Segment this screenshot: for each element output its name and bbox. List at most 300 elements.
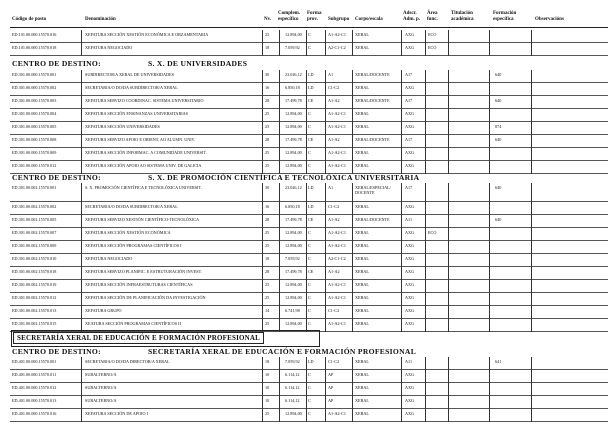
cell-adm: AXG <box>405 282 415 287</box>
cell-form: 640 <box>495 98 502 103</box>
column-divider <box>262 357 263 422</box>
cell-code: ED.301.00.000.15570.004 <box>12 111 57 116</box>
cell-adm: AXG <box>405 269 415 274</box>
cell-forma: C <box>308 45 311 50</box>
column-divider <box>489 30 490 56</box>
cell-forma: C <box>308 124 311 129</box>
cell-sub: A1-A2-C1 <box>328 150 346 155</box>
column-divider <box>489 70 490 174</box>
cell-code: ED.301.00.000.15570.005 <box>12 124 57 129</box>
cell-adm: AXG <box>405 295 415 300</box>
column-divider <box>325 30 326 56</box>
cell-corpo: XERAL <box>355 282 369 287</box>
cell-sub: A1-A2-C1 <box>328 243 346 248</box>
table-row-rule <box>10 201 608 202</box>
cell-code: ED.301.00.002.15570.009 <box>12 243 57 248</box>
cell-nv: 25 <box>265 124 270 129</box>
cell-corpo: XERAL <box>355 398 369 403</box>
cell-name: XEFATURA SECCIÓN XESTIÓN ECONÓMICA E ORZAMENTARIA <box>85 32 209 37</box>
cell-adm: A17 <box>405 72 413 77</box>
cell-comp: 23.026,12 <box>285 185 302 190</box>
cell-forma: C <box>308 243 311 248</box>
cell-name: XEFATURA NEGOCIADO <box>85 256 133 261</box>
column-divider <box>448 183 449 332</box>
cell-name: XEFATURA SECCIÓN INFRAESTRUTURAS CIENTÍFICAS <box>85 282 193 287</box>
column-divider <box>425 30 426 56</box>
cell-comp: 6.741,98 <box>285 308 300 313</box>
cell-corpo: XERAL <box>355 163 369 168</box>
table-row-rule <box>10 408 608 409</box>
column-divider <box>81 183 82 332</box>
cell-code: ED.301.00.002.15570.002 <box>12 204 57 209</box>
cell-sub: A1-A2-C1 <box>328 124 346 129</box>
cell-sub: A1-A2-C1 <box>328 163 346 168</box>
table-row-rule <box>10 134 608 135</box>
cell-name: XEFATURA SECCIÓN INFORMAC. A COMUNIDADE UNIVERSIT. <box>85 150 207 155</box>
column-divider <box>279 30 280 56</box>
cell-adm: A17 <box>405 137 413 142</box>
cell-comp: 6.114,12 <box>285 385 300 390</box>
header-rule <box>10 27 608 28</box>
cell-code: ED.101.00.000.15570.018 <box>12 45 57 50</box>
cell-comp: 17.499,78 <box>285 98 302 103</box>
cell-sub: A1-A2-C1 <box>328 111 346 116</box>
cell-code: ED.301.00.002.15570.007 <box>12 230 57 235</box>
column-divider <box>425 70 426 174</box>
section-title: S. X. DE UNIVERSIDADES <box>148 59 248 68</box>
cell-corpo: XERAL <box>355 32 369 37</box>
cell-name: XEFATURA SECCIÓN UNIVERSIDADES <box>85 124 160 129</box>
cell-corpo: XERAL <box>355 256 369 261</box>
cell-forma: C <box>308 282 311 287</box>
column-divider <box>81 357 82 422</box>
table-row-rule <box>10 108 608 109</box>
cell-form: 640 <box>495 185 502 190</box>
column-divider <box>306 30 307 56</box>
cell-sub: C1-C2 <box>328 204 340 209</box>
column-divider <box>425 357 426 422</box>
cell-forma: C <box>308 398 311 403</box>
column-divider <box>531 357 532 422</box>
cell-corpo: XERAL/DOCENTE <box>355 98 390 103</box>
cell-code: ED.401.00.000.15570.012 <box>12 385 57 390</box>
table-row-rule <box>10 42 608 43</box>
cell-nv: 25 <box>265 243 270 248</box>
column-divider <box>531 70 532 174</box>
cell-nv: 25 <box>265 411 270 416</box>
cell-adm: AXG <box>405 32 415 37</box>
cell-name: XEFATURA SECCIÓN XESTIÓN ECONÓMICA <box>85 230 171 235</box>
cell-code: ED.401.00.000.15570.001 <box>12 359 57 364</box>
cell-comp: 12.894,00 <box>285 150 302 155</box>
cell-code: ED.301.00.000.15570.009 <box>12 150 57 155</box>
cell-code: ED.301.00.002.15570.012 <box>12 295 57 300</box>
cell-code: ED.301.00.002.15570.015 <box>12 321 57 326</box>
cell-comp: 7.059,92 <box>285 359 300 364</box>
table-row-rule <box>10 121 608 122</box>
cell-name: SECRETARIA/O DO/DA SUBDIRECTOR/A XERAL <box>85 85 178 90</box>
table-row-rule <box>10 266 608 267</box>
cell-comp: 7.059,92 <box>285 45 300 50</box>
table-row-rule <box>10 160 608 161</box>
column-divider <box>401 183 402 332</box>
cell-name: XEFATURA SECCIÓN APOIO AO SISTEMA UNIV. DE GALICIA <box>85 163 202 168</box>
cell-sub: A1-A2 <box>328 98 340 103</box>
cell-code: ED.301.00.002.15570.010 <box>12 256 57 261</box>
cell-comp: 12.894,00 <box>285 163 302 168</box>
table-row-rule <box>10 318 608 319</box>
cell-name: SUBALTERNO/A <box>85 372 117 377</box>
cell-comp: 12.894,00 <box>285 321 302 326</box>
cell-comp: 6.850,18 <box>285 204 300 209</box>
cell-forma: C <box>308 150 311 155</box>
cell-sub: A1-A2-C1 <box>328 230 346 235</box>
column-divider <box>306 357 307 422</box>
cell-forma: C <box>308 32 311 37</box>
section-label: CENTRO DE DESTINO: <box>12 347 101 356</box>
cell-sub: A1-A2-C1 <box>328 295 346 300</box>
cell-forma: C <box>308 295 311 300</box>
column-divider <box>262 70 263 174</box>
cell-corpo: XERAL <box>355 269 369 274</box>
cell-name: SECRETARIA/O DO/DA DIRECTOR/A XERAL <box>85 359 170 364</box>
cell-forma: C <box>308 230 311 235</box>
cell-forma: CE <box>308 98 314 103</box>
cell-adm: A11 <box>405 359 413 364</box>
cell-name: SECRETARIA/O DO/DA SUBDIRECTOR/A XERAL <box>85 204 178 209</box>
cell-corpo: XERAL <box>355 411 369 416</box>
table-row-rule <box>10 421 608 422</box>
cell-nv: 25 <box>265 150 270 155</box>
cell-nv: 25 <box>265 321 270 326</box>
cell-name: XEFATURA NEGOCIADO <box>85 45 133 50</box>
cell-name: SUBALTERNO/A <box>85 385 117 390</box>
cell-adm: AXG <box>405 150 415 155</box>
cell-code: ED.301.00.002.15570.019 <box>12 282 57 287</box>
column-divider <box>448 30 449 56</box>
header-denominacion: Denominación <box>85 17 116 22</box>
cell-name: XEFATURA SECCIÓN PROGRAMAS CIENTÍFICOS I <box>85 243 182 248</box>
cell-adm: AXG <box>405 124 415 129</box>
cell-corpo: XERAL <box>355 243 369 248</box>
cell-comp: 6.114,12 <box>285 372 300 377</box>
cell-sub: A1 <box>328 185 334 190</box>
cell-comp: 7.059,92 <box>285 256 300 261</box>
column-divider <box>306 183 307 332</box>
cell-forma: C <box>308 372 311 377</box>
cell-nv: 18 <box>265 256 270 261</box>
cell-nv: 18 <box>265 359 270 364</box>
column-divider <box>448 357 449 422</box>
cell-adm: AXG <box>405 411 415 416</box>
cell-comp: 17.499,78 <box>285 217 302 222</box>
cell-code: ED.301.00.002.15570.013 <box>12 308 57 313</box>
cell-name: SUBALTERNO/A <box>85 398 117 403</box>
cell-name: XEFATURA SECCIÓN DE APOIO I <box>85 411 148 416</box>
cell-forma: LD <box>308 185 314 190</box>
cell-nv: 28 <box>265 137 270 142</box>
cell-sub: A1-A2-C1 <box>328 411 346 416</box>
table-row-rule <box>10 292 608 293</box>
cell-code: ED.401.00.000.15570.013 <box>12 398 57 403</box>
column-divider <box>531 183 532 332</box>
cell-nv: 25 <box>265 111 270 116</box>
cell-adm: A17 <box>405 185 413 190</box>
cell-corpo: XERAL <box>355 372 369 377</box>
cell-code: ED.401.00.000.15570.016 <box>12 411 57 416</box>
cell-name: XEFATURA SERVIZO PLANIFIC. E ESTRUTURACIÓN INVEST. <box>85 269 202 274</box>
section-title: SECRETARÍA XERAL DE EDUCACIÓN E FORMACIÓN PROFESIONAL <box>148 347 417 356</box>
cell-adm: AXG <box>405 204 415 209</box>
cell-adm: AXG <box>405 308 415 313</box>
cell-code: ED.401.00.000.15570.011 <box>12 372 57 377</box>
cell-adm: AXG <box>405 243 415 248</box>
column-divider <box>401 70 402 174</box>
cell-nv: 25 <box>265 32 270 37</box>
cell-corpo: XERAL <box>355 150 369 155</box>
column-divider <box>325 70 326 174</box>
cell-adm: AXG <box>405 385 415 390</box>
cell-corpo: XERAL <box>355 124 369 129</box>
cell-adm: AXG <box>405 321 415 326</box>
table-row-rule <box>10 305 608 306</box>
column-divider <box>489 357 490 422</box>
cell-adm: AXG <box>405 163 415 168</box>
cell-name: XEFATURA SERVIZO APOIO E ORIENT. AO ALUMN. UNIV. <box>85 137 196 142</box>
cell-code: ED.301.00.000.15570.002 <box>12 85 57 90</box>
cell-area: ECO <box>428 45 437 50</box>
table-row-rule <box>10 253 608 254</box>
cell-corpo: XERAL <box>355 321 369 326</box>
cell-corpo: XERAL <box>355 385 369 390</box>
cell-nv: 28 <box>265 98 270 103</box>
cell-comp: 12.894,00 <box>285 243 302 248</box>
header-corpo: Corpo/escala <box>355 17 383 22</box>
cell-sub: A2-C1-C2 <box>328 256 346 261</box>
cell-code: ED.301.00.002.15570.005 <box>12 217 57 222</box>
cell-comp: 17.499,78 <box>285 137 302 142</box>
cell-form: 874 <box>495 124 502 129</box>
section-box-title: SECRETARÍA XERAL DE EDUCACIÓN E FORMACIÓN PROFESIONAL <box>13 332 264 344</box>
cell-sub: A1 <box>328 72 334 77</box>
column-divider <box>262 30 263 56</box>
cell-sub: C1-C2 <box>328 308 340 313</box>
cell-comp: 12.894,00 <box>285 111 302 116</box>
column-divider <box>489 183 490 332</box>
cell-adm: AXG <box>405 45 415 50</box>
header-observacions: Observacións <box>535 17 564 22</box>
cell-comp: 12.894,00 <box>285 32 302 37</box>
column-divider <box>352 70 353 174</box>
cell-comp: 12.894,00 <box>285 282 302 287</box>
cell-corpo: XERAL <box>355 111 369 116</box>
cell-corpo: XERAL <box>355 359 369 364</box>
header-forma: Forma prov. <box>307 11 322 22</box>
column-divider <box>448 70 449 174</box>
cell-comp: 12.894,00 <box>285 411 302 416</box>
cell-nv: 30 <box>265 185 270 190</box>
column-divider <box>306 70 307 174</box>
cell-code: ED.301.00.000.15570.012 <box>12 163 57 168</box>
table-row-rule <box>10 279 608 280</box>
cell-adm: AXG <box>405 85 415 90</box>
cell-area: ECO <box>428 32 437 37</box>
cell-name: XEATURA SECCIÓN PROGRAMAS CIENTÍFICOS II <box>85 321 181 326</box>
cell-corpo: XERAL <box>355 230 369 235</box>
cell-sub: A1-A2-C1 <box>328 32 346 37</box>
cell-comp: 6.850,18 <box>285 85 300 90</box>
section-label: CENTRO DE DESTINO: <box>12 59 101 68</box>
cell-sub: AP <box>328 385 334 390</box>
cell-forma: C <box>308 163 311 168</box>
cell-sub: A1-A2 <box>328 217 340 222</box>
cell-forma: C <box>308 411 311 416</box>
cell-adm: A17 <box>405 98 413 103</box>
header-area: Área func. <box>427 11 438 22</box>
cell-area: ECO <box>428 230 437 235</box>
cell-forma: LD <box>308 204 314 209</box>
cell-code: ED.301.00.000.15570.001 <box>12 72 57 77</box>
cell-forma: C <box>308 256 311 261</box>
cell-comp: 12.894,00 <box>285 230 302 235</box>
cell-forma: C <box>308 111 311 116</box>
cell-corpo: XERAL <box>355 295 369 300</box>
cell-nv: 25 <box>265 230 270 235</box>
cell-nv: 18 <box>265 45 270 50</box>
table-row-rule <box>10 82 608 83</box>
cell-forma: C <box>308 385 311 390</box>
header-nivel: Nv. <box>264 17 272 22</box>
cell-nv: 10 <box>265 372 270 377</box>
header-formacion: Formación específica <box>493 11 517 22</box>
cell-sub: A1-A2-C1 <box>328 321 346 326</box>
cell-form: 641 <box>495 359 502 364</box>
table-row-rule <box>10 395 608 396</box>
column-divider <box>279 183 280 332</box>
cell-form: 640 <box>495 72 502 77</box>
cell-corpo: XERAL <box>355 45 369 50</box>
column-divider <box>279 357 280 422</box>
table-row-rule <box>10 240 608 241</box>
cell-corpo: XERAL/DOCENTE <box>355 217 390 222</box>
cell-adm: A11 <box>405 217 413 222</box>
cell-corpo: XERAL <box>355 308 369 313</box>
cell-nv: 10 <box>265 385 270 390</box>
section-label: CENTRO DE DESTINO: <box>12 173 101 182</box>
cell-sub: AP <box>328 398 334 403</box>
cell-adm: AXG <box>405 230 415 235</box>
header-complemento: Complem. específico <box>278 11 301 22</box>
header-codigo: Código de posto <box>12 17 47 22</box>
cell-adm: AXG <box>405 256 415 261</box>
cell-corpo: XERAL <box>355 85 369 90</box>
cell-sub: A2-C1-C2 <box>328 45 346 50</box>
cell-code: ED.301.00.002.15570.018 <box>12 269 57 274</box>
cell-name: S. X. PROMOCIÓN CIENTÍFICA E TECNOLÓXICA UNIVERSIT. <box>85 185 202 190</box>
cell-adm: AXG <box>405 372 415 377</box>
cell-adm: AXG <box>405 111 415 116</box>
cell-adm: AXG <box>405 398 415 403</box>
column-divider <box>352 183 353 332</box>
header-adscricion: Adscr. Adm. p. <box>403 11 421 22</box>
cell-forma: CE <box>308 269 314 274</box>
cell-sub: A1-A2 <box>328 269 340 274</box>
cell-comp: 6.114,12 <box>285 398 300 403</box>
cell-nv: 16 <box>265 85 270 90</box>
cell-forma: CE <box>308 137 314 142</box>
header-subgrupo: Subgrupo <box>328 17 350 22</box>
cell-form: 640 <box>495 217 502 222</box>
column-divider <box>325 357 326 422</box>
cell-sub: A1-A2-C1 <box>328 282 346 287</box>
cell-sub: AP <box>328 372 334 377</box>
section-title: S. X. DE PROMOCIÓN CIENTÍFICA E TECNOLÓXICA UNIVERSITARIA <box>148 173 420 182</box>
column-divider <box>352 357 353 422</box>
cell-comp: 17.499,78 <box>285 269 302 274</box>
cell-name: XEFATURA SECCIÓN DE PLANIFICACIÓN DA INVESTIGACIÓN <box>85 295 206 300</box>
cell-corpo: XERAL <box>355 204 369 209</box>
cell-name: SUBDIRECTOR/A XERAL DE UNIVERSIDADES <box>85 72 174 77</box>
cell-nv: 25 <box>265 295 270 300</box>
cell-corpo: XERAL/ESPECIAL/ DOCENTE <box>355 185 391 195</box>
column-divider <box>425 183 426 332</box>
table-row-rule <box>10 227 608 228</box>
cell-name: XEFATURA SERVIZO COORDINAC. SISTEMA UNIVERSITARIO <box>85 98 204 103</box>
cell-code: ED.301.00.000.15570.003 <box>12 98 57 103</box>
column-divider <box>81 70 82 174</box>
column-divider <box>279 70 280 174</box>
cell-nv: 16 <box>265 204 270 209</box>
table-row-rule <box>10 369 608 370</box>
cell-nv: 25 <box>265 163 270 168</box>
header-titulacion: Titulación académica <box>451 11 474 22</box>
cell-corpo: XERAL/DOCENTE <box>355 72 390 77</box>
cell-code: ED.301.00.002.15570.001 <box>12 185 57 190</box>
cell-nv: 28 <box>265 217 270 222</box>
cell-forma: LD <box>308 359 314 364</box>
column-divider <box>81 30 82 56</box>
cell-code: ED.101.00.000.15570.016 <box>12 32 57 37</box>
table-row-rule <box>10 95 608 96</box>
cell-sub: C1-C2 <box>328 359 340 364</box>
cell-nv: 14 <box>265 308 270 313</box>
cell-forma: CE <box>308 217 314 222</box>
cell-forma: C <box>308 308 311 313</box>
cell-forma: C <box>308 321 311 326</box>
cell-nv: 30 <box>265 72 270 77</box>
cell-code: ED.301.00.000.15570.008 <box>12 137 57 142</box>
cell-nv: 28 <box>265 269 270 274</box>
cell-forma: LD <box>308 72 314 77</box>
cell-comp: 12.894,00 <box>285 124 302 129</box>
column-divider <box>352 30 353 56</box>
cell-name: XEFATURA SERVIZO XESTIÓN CIENTÍFICO-TECNOLÓXICA <box>85 217 200 222</box>
cell-sub: A1-A2 <box>328 137 340 142</box>
table-row-rule <box>10 147 608 148</box>
cell-comp: 12.894,00 <box>285 295 302 300</box>
cell-nv: 10 <box>265 398 270 403</box>
table-row-rule <box>10 55 608 56</box>
cell-forma: LD <box>308 85 314 90</box>
cell-form: 640 <box>495 137 502 142</box>
cell-corpo: XERAL/DOCENTE <box>355 137 390 142</box>
cell-sub: C1-C2 <box>328 85 340 90</box>
column-divider <box>262 183 263 332</box>
table-row-rule <box>10 214 608 215</box>
cell-name: XEFATURA SECCIÓN ENSINANZAS UNIVERSITARIAS <box>85 111 188 116</box>
column-divider <box>401 30 402 56</box>
cell-comp: 23.026,12 <box>285 72 302 77</box>
